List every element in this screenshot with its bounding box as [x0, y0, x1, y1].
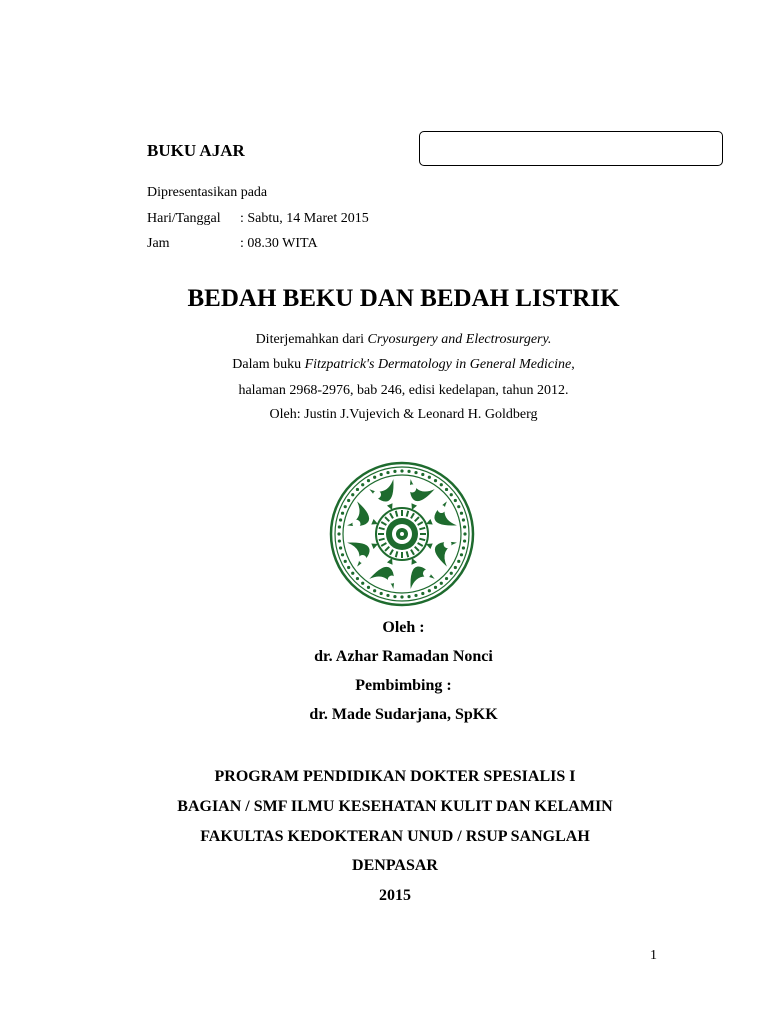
presentation-date-row [147, 211, 369, 227]
time-value: : 08.30 WITA [240, 236, 318, 251]
page-number: 1 [650, 948, 657, 963]
institution-faculty: FAKULTAS KEDOKTERAN UNUD / RSUP SANGLAH [200, 828, 590, 845]
translation-book-title: Fitzpatrick's Dermatology in General Medicine [304, 357, 572, 372]
advisor-label: Pembimbing : [355, 677, 452, 694]
author-name: dr. Azhar Ramadan Nonci [314, 648, 493, 665]
date-value: : Sabtu, 14 Maret 2015 [240, 211, 369, 226]
translation-line-4: Oleh: Justin J.Vujevich & Leonard H. Goldberg [269, 407, 538, 422]
university-seal-icon [325, 461, 480, 608]
translation-line-2-prefix: Dalam buku [232, 357, 305, 372]
institution-year: 2015 [379, 887, 411, 904]
presentation-intro [147, 185, 267, 201]
translation-line-1 [0, 332, 768, 348]
advisor-name: dr. Made Sudarjana, SpKK [309, 706, 498, 723]
translation-line-1-prefix: Diterjemahkan dari [255, 332, 368, 347]
translation-line-2-suffix: , [571, 357, 575, 372]
header-empty-box [419, 131, 723, 166]
presentation-time-row [147, 236, 318, 252]
university-seal-logo [325, 461, 480, 608]
institution-city: DENPASAR [352, 857, 438, 874]
time-label: Jam [147, 236, 170, 251]
translation-line-3: halaman 2968-2976, bab 246, edisi kedelapan, tahun 2012. [238, 383, 569, 398]
date-label: Hari/Tanggal [147, 211, 221, 226]
institution-program: PROGRAM PENDIDIKAN DOKTER SPESIALIS I [214, 768, 576, 785]
presentation-intro-text: Dipresentasikan pada [147, 185, 268, 200]
by-label: Oleh : [382, 619, 425, 636]
translation-line-2 [0, 357, 768, 373]
institution-department: BAGIAN / SMF ILMU KESEHATAN KULIT DAN KELAMIN [177, 798, 613, 815]
document-title: BEDAH BEKU DAN BEDAH LISTRIK [187, 285, 620, 312]
translation-source-title: Cryosurgery and Electrosurgery. [367, 332, 552, 347]
doc-type-heading: BUKU AJAR [147, 141, 245, 160]
